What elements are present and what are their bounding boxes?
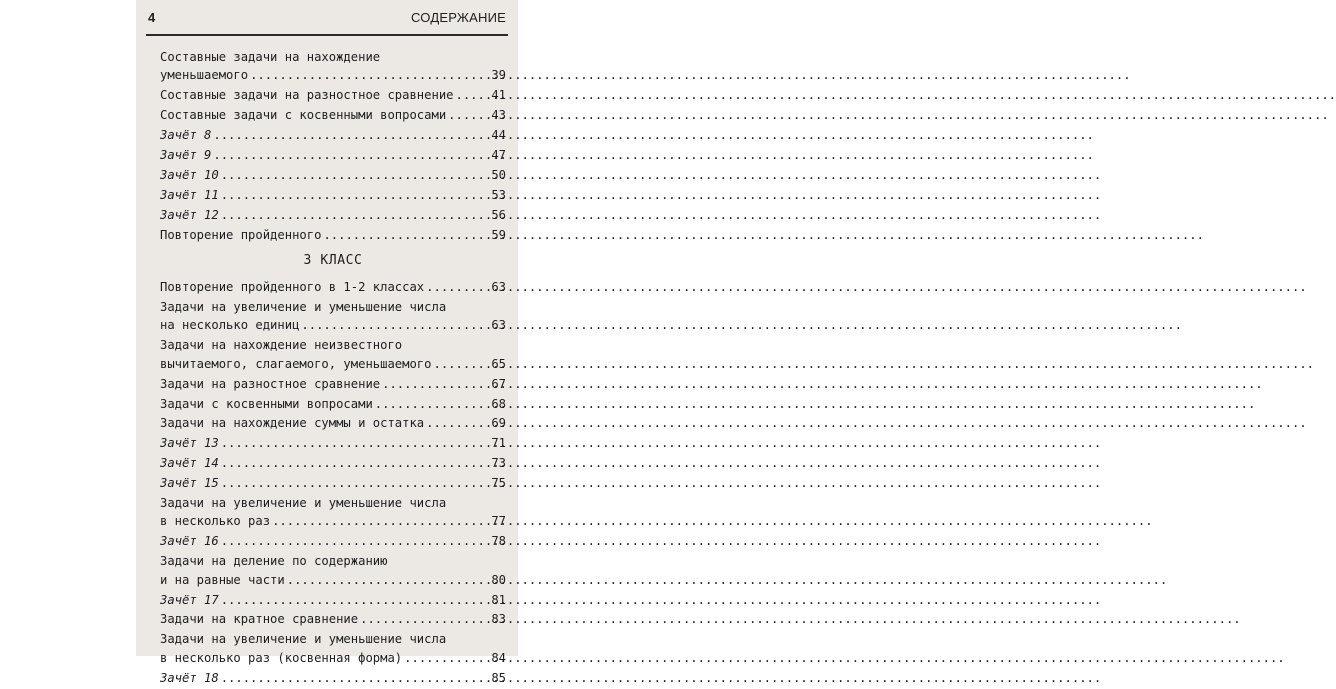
toc-entry	[160, 494, 506, 531]
toc-page-number: 75	[491, 476, 506, 491]
toc-page-number: 67	[491, 376, 506, 391]
toc-entry-row	[160, 375, 506, 393]
toc-entry	[160, 454, 506, 472]
dot-leader	[221, 454, 490, 472]
dot-leader	[221, 166, 490, 184]
toc-entry	[160, 591, 506, 609]
toc-entry-title: на несколько единиц	[160, 318, 300, 333]
dot-leader	[213, 146, 489, 164]
toc-entry-row	[160, 454, 506, 472]
toc-entry-title: Задачи на разностное сравнение	[160, 376, 381, 391]
toc-entry-title: Зачёт 16	[160, 534, 219, 549]
dot-leader	[434, 355, 490, 373]
page-number: 4	[148, 10, 156, 25]
toc-entry	[160, 669, 506, 687]
toc-entry	[160, 552, 506, 589]
toc-entry	[160, 395, 506, 413]
toc-entry-row	[160, 126, 506, 144]
toc-entry-row	[160, 146, 506, 164]
toc-entry-title-line: Задачи на увеличение и уменьшение числа	[160, 299, 447, 314]
toc-entry	[160, 186, 506, 204]
toc-entry-row	[160, 66, 506, 84]
toc-entry-row	[160, 106, 506, 124]
toc-entry-row	[160, 395, 506, 413]
dot-leader	[221, 186, 490, 204]
toc-entry	[160, 226, 506, 244]
toc-page-number: 41	[491, 88, 506, 103]
toc-entry-title: в несколько раз (косвенная форма)	[160, 650, 403, 665]
toc-page-number: 81	[491, 592, 506, 607]
toc-entry	[160, 106, 506, 124]
toc-entry-title-line: Задачи на нахождение неизвестного	[160, 338, 403, 353]
toc-entry-title-line: Задачи на деление по содержанию	[160, 554, 388, 569]
toc-page-number: 63	[491, 318, 506, 333]
toc-entry-row	[160, 186, 506, 204]
toc-entry-title-line: Задачи на увеличение и уменьшение числа	[160, 632, 447, 647]
dot-leader	[221, 532, 490, 550]
toc-entry	[160, 375, 506, 393]
toc-page-number: 43	[491, 108, 506, 123]
dot-leader	[287, 571, 490, 589]
toc-entry-title: Повторение пройденного	[160, 227, 322, 242]
dot-leader	[382, 375, 489, 393]
toc-page-number: 44	[491, 128, 506, 143]
toc-entry	[160, 434, 506, 452]
toc-entry-row	[160, 316, 506, 334]
toc-entry-row	[160, 226, 506, 244]
table-of-contents	[160, 48, 506, 689]
dot-leader	[448, 106, 489, 124]
toc-page-number: 53	[491, 187, 506, 202]
toc-entry-row	[160, 86, 506, 104]
dot-leader	[301, 316, 489, 334]
dot-leader	[375, 395, 490, 413]
page-header	[146, 10, 508, 30]
toc-entry-row	[160, 512, 506, 530]
dot-leader	[426, 414, 489, 432]
toc-entry	[160, 278, 506, 296]
toc-page-number: 80	[491, 572, 506, 587]
toc-page-number: 69	[491, 416, 506, 431]
toc-entry-title: Зачёт 15	[160, 476, 219, 491]
toc-entry-title: Задачи на нахождение суммы и остатка	[160, 416, 425, 431]
toc-entry-title: Зачёт 12	[160, 207, 219, 222]
toc-entry-title: Зачёт 13	[160, 436, 219, 451]
dot-leader	[272, 512, 489, 530]
toc-entry-title: Зачёт 17	[160, 592, 219, 607]
toc-entry	[160, 298, 506, 335]
toc-entry-title: уменьшаемого	[160, 68, 249, 83]
toc-entry-title: Составные задачи с косвенными вопросами	[160, 108, 447, 123]
toc-entry-title: Зачёт 10	[160, 167, 219, 182]
toc-entry	[160, 610, 506, 628]
toc-entry-row	[160, 532, 506, 550]
toc-entry-row	[160, 591, 506, 609]
toc-page-number: 39	[491, 68, 506, 83]
toc-entry	[160, 86, 506, 104]
toc-page-number: 56	[491, 207, 506, 222]
toc-page-number: 50	[491, 167, 506, 182]
grade-heading: 3 КЛАСС	[303, 253, 363, 269]
toc-entry	[160, 126, 506, 144]
toc-entry	[160, 206, 506, 224]
dot-leader	[323, 226, 489, 244]
toc-entry-title-line: Составные задачи на нахождение	[160, 50, 381, 64]
toc-page-number: 84	[491, 650, 506, 665]
toc-entry-title: Зачёт 18	[160, 670, 219, 685]
toc-entry-row	[160, 649, 506, 667]
dot-leader	[221, 591, 490, 609]
toc-page-number: 47	[491, 148, 506, 163]
toc-entry-title: и на равные части	[160, 572, 285, 587]
toc-entry-row	[160, 610, 506, 628]
toc-page-number: 77	[491, 514, 506, 529]
dot-leader	[221, 434, 490, 452]
toc-page-number: 59	[491, 227, 506, 242]
toc-entry-title: Зачёт 8	[160, 128, 212, 143]
toc-entry	[160, 414, 506, 432]
toc-entry-title: Зачёт 9	[160, 148, 212, 163]
toc-entry-title-line: Задачи на увеличение и уменьшение числа	[160, 496, 447, 511]
toc-entry	[160, 532, 506, 550]
toc-entry-row	[160, 278, 506, 296]
toc-entry-title: Задачи с косвенными вопросами	[160, 396, 373, 411]
dot-leader	[404, 649, 489, 667]
toc-entry-row	[160, 669, 506, 687]
toc-entry	[160, 166, 506, 184]
dot-leader	[456, 86, 490, 104]
dot-leader	[250, 66, 489, 84]
toc-page-number: 85	[491, 670, 506, 685]
dot-leader	[360, 610, 489, 628]
dot-leader	[221, 669, 490, 687]
toc-page-number: 71	[491, 436, 506, 451]
toc-entry-title: Составные задачи на разностное сравнение	[160, 88, 454, 103]
toc-entry-title: Задачи на кратное сравнение	[160, 612, 359, 627]
toc-page-number: 78	[491, 534, 506, 549]
toc-entry-row	[160, 166, 506, 184]
toc-page-number: 73	[491, 456, 506, 471]
toc-entry-row	[160, 206, 506, 224]
dot-leader	[221, 206, 490, 224]
dot-leader	[426, 278, 489, 296]
toc-page-number: 63	[491, 280, 506, 295]
toc-entry	[160, 630, 506, 667]
toc-page-number: 68	[491, 396, 506, 411]
toc-page-number: 83	[491, 612, 506, 627]
toc-page-number: 65	[491, 356, 506, 371]
toc-entry-row	[160, 434, 506, 452]
toc-entry-row	[160, 474, 506, 492]
header-divider	[146, 34, 508, 36]
toc-entry-title: Повторение пройденного в 1-2 классах	[160, 280, 425, 295]
toc-entry	[160, 48, 506, 85]
toc-block-grade-3	[160, 278, 506, 687]
toc-entry	[160, 474, 506, 492]
section-title: СОДЕРЖАНИЕ	[410, 10, 506, 25]
toc-entry-title: Зачёт 14	[160, 456, 219, 471]
toc-entry-row	[160, 414, 506, 432]
toc-entry-title: Зачёт 11	[160, 187, 219, 202]
toc-entry	[160, 336, 506, 373]
toc-entry-row	[160, 355, 506, 373]
dot-leader	[213, 126, 489, 144]
toc-block-grade-2	[160, 48, 506, 244]
toc-entry-title: в несколько раз	[160, 514, 271, 529]
book-page	[136, 0, 518, 685]
toc-entry-row	[160, 571, 506, 589]
toc-entry	[160, 146, 506, 164]
toc-entry-title: вычитаемого, слагаемого, уменьшаемого	[160, 356, 432, 371]
dot-leader	[221, 474, 490, 492]
